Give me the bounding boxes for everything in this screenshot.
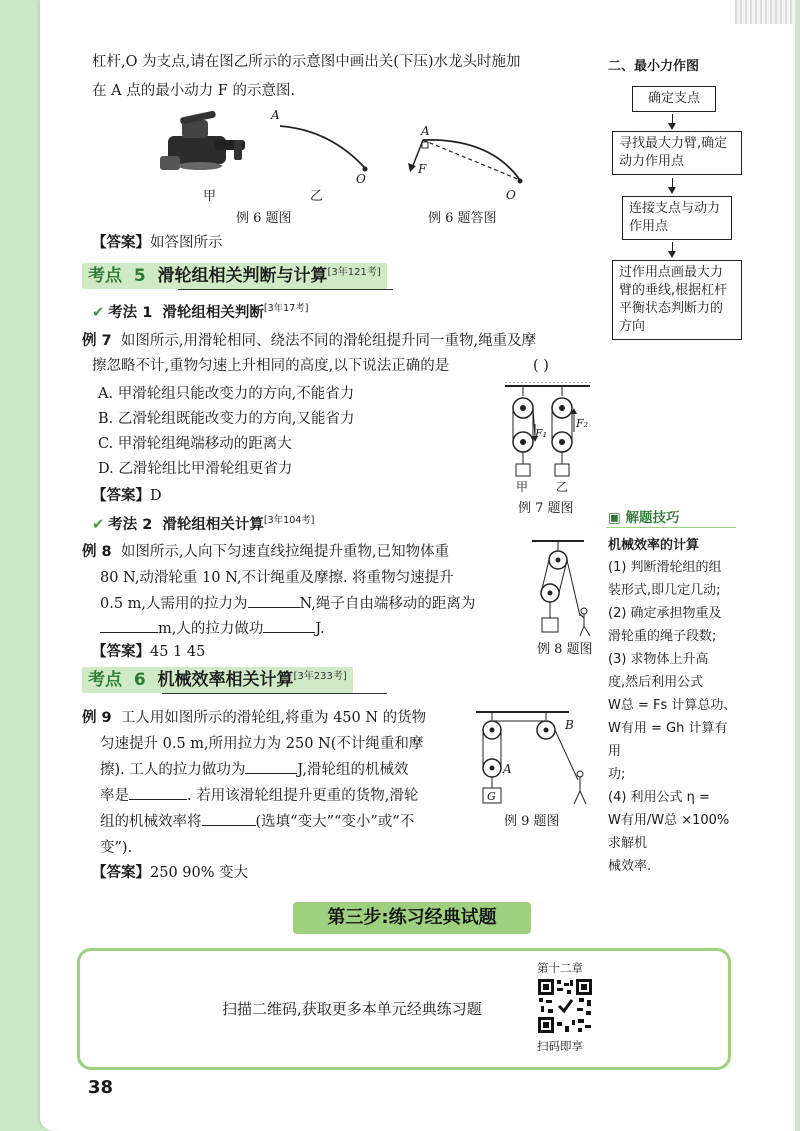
tips-line: (4) 利用公式 η = xyxy=(608,790,710,805)
fig9-label-a: A xyxy=(503,762,512,776)
example7-option-c: C. 甲滑轮组绳端移动的距离大 xyxy=(98,436,292,452)
fill-blank[interactable] xyxy=(263,617,315,633)
example-text: 组的机械效率将 xyxy=(100,814,202,830)
kaodian-tag: [3年121考] xyxy=(327,267,381,278)
tips-line: 械效率. xyxy=(608,859,652,874)
tips-line: (1) 判断滑轮组的组 xyxy=(608,560,722,575)
example7-option-a: A. 甲滑轮组只能改变力的方向,不能省力 xyxy=(98,386,355,402)
kaofa-2-heading xyxy=(92,512,315,534)
tips-body xyxy=(608,556,738,878)
example6-line2: 在 A 点的最小动力 F 的示意图. xyxy=(92,83,296,99)
kaodian-6-underline xyxy=(162,693,387,694)
fig7-label-jia: 甲 xyxy=(516,480,529,494)
example-text: N,绳子自由端移动的距离为 xyxy=(299,596,476,612)
answer-text: 45 1 45 xyxy=(150,644,206,660)
fig6-point-o: O xyxy=(356,172,366,186)
fig6-label-jia: 甲 xyxy=(203,189,217,204)
example-text: (选填“变大”“变小”或“不 xyxy=(255,814,415,830)
tips-line: 度,然后利用公式 xyxy=(608,675,704,690)
example9-answer xyxy=(92,861,248,886)
fig6-answer-force-f: F xyxy=(418,162,427,176)
tips-line: 装形式,即几定几动; xyxy=(608,583,721,598)
kaofa-tag: [3年17考] xyxy=(263,303,309,314)
kaodian-5-heading xyxy=(82,263,387,289)
fill-blank[interactable] xyxy=(248,592,300,608)
tips-title: 机械效率的计算 xyxy=(608,538,700,553)
kaodian-label: 考点 xyxy=(88,670,122,690)
example9-line6: 变”). xyxy=(100,840,133,856)
example9-line5 xyxy=(100,810,500,835)
example-text: 0.5 m,人需用的拉力为 xyxy=(100,596,248,612)
example7-figure xyxy=(505,382,595,487)
example6-figures xyxy=(160,108,540,198)
fill-blank[interactable] xyxy=(100,617,158,633)
lever-diagram-yi xyxy=(280,126,368,172)
faucet-illustration xyxy=(160,110,245,170)
fig9-label-g: G xyxy=(487,790,496,803)
page-corner-decoration xyxy=(735,0,795,24)
tips-line: (3) 求物体上升高 xyxy=(608,652,709,667)
kaodian-label: 考点 xyxy=(88,266,122,286)
kaofa-tag: [3年104考] xyxy=(263,515,315,526)
example-text: J,滑轮组的机械效 xyxy=(297,762,409,778)
example-text: J. xyxy=(315,621,325,637)
kaodian-number: 6 xyxy=(133,670,146,690)
example7-paren: ( ) xyxy=(533,358,549,374)
example8-figure xyxy=(528,538,598,638)
answer-label: 【答案】 xyxy=(92,235,150,251)
fig6-point-a: A xyxy=(271,108,280,122)
flow-step-2: 寻找最大力臂,确定动力作用点 xyxy=(612,131,742,175)
tips-line: W有用 = Gh 计算有用 xyxy=(608,721,728,759)
example-text: 如图所示,用滑轮相同、绕法不同的滑轮组提升同一重物,绳重及摩 xyxy=(120,333,537,349)
tips-header-text: 解题技巧 xyxy=(625,510,680,526)
example7-option-b: B. 乙滑轮组既能改变力的方向,又能省力 xyxy=(98,411,355,427)
qr-chapter-label: 第十二章 xyxy=(537,961,583,975)
example7-answer xyxy=(92,484,162,509)
example9-line1 xyxy=(82,706,482,731)
kaofa-1-heading xyxy=(92,300,308,322)
example-label: 例 8 xyxy=(82,544,112,560)
tips-line: W总 = Fs 计算总功、 xyxy=(608,698,737,713)
qr-scan-label: 扫码即享 xyxy=(537,1039,583,1053)
example7-line2: 擦忽略不计,重物匀速上升相同的高度,以下说法正确的是 xyxy=(92,358,450,374)
fig9-caption: 例 9 题图 xyxy=(504,814,560,829)
kaodian-6-heading xyxy=(82,667,353,693)
fig7-label-yi: 乙 xyxy=(556,480,569,494)
answer-text: 250 90% 变大 xyxy=(150,865,249,881)
fill-blank[interactable] xyxy=(202,810,256,826)
flow-step-3: 连接支点与动力作用点 xyxy=(622,196,732,240)
kaofa-title: 滑轮组相关计算 xyxy=(162,516,264,533)
example-text: . 若用该滑轮组提升更重的货物,滑轮 xyxy=(187,788,419,804)
flow-step-1: 确定支点 xyxy=(632,86,716,112)
qr-code-icon xyxy=(537,978,593,1034)
step3-banner: 第三步:练习经典试题 xyxy=(293,902,531,934)
example6-answer xyxy=(92,231,223,256)
fig7-f1: F₁ xyxy=(535,427,548,440)
example8-line3 xyxy=(100,592,540,617)
flow-arrow-1 xyxy=(672,114,673,128)
example-text: 擦). 工人的拉力做功为 xyxy=(100,762,246,778)
example8-line1 xyxy=(82,540,522,565)
example9-line2: 匀速提升 0.5 m,所用拉力为 250 N(不计绳重和摩 xyxy=(100,736,424,752)
fig7-f2: F₂ xyxy=(576,417,589,430)
fig6-label-yi: 乙 xyxy=(310,189,324,204)
check-icon: ✔ xyxy=(92,304,105,321)
qr-panel-text: 扫描二维码,获取更多本单元经典练习题 xyxy=(222,1000,482,1018)
flow-arrow-3 xyxy=(672,242,673,256)
example8-line2: 80 N,动滑轮重 10 N,不计绳重及摩擦. 将重物匀速提升 xyxy=(100,570,454,586)
tips-line: (2) 确定承担物重及 xyxy=(608,606,722,621)
book-icon: ▣ xyxy=(608,510,621,526)
kaodian-number: 5 xyxy=(133,266,146,286)
answer-text: 如答图所示 xyxy=(150,235,223,251)
tips-line: W有用/W总 ×100% 求解机 xyxy=(608,813,730,851)
kaodian-title: 机械效率相关计算 xyxy=(157,670,294,690)
example9-line3 xyxy=(100,758,500,783)
kaodian-5-underline xyxy=(178,289,393,290)
fig6-answer-point-o: O xyxy=(506,188,516,202)
example8-answer xyxy=(92,640,205,665)
example-label: 例 7 xyxy=(82,333,112,349)
example-text: 率是 xyxy=(100,788,129,804)
example-text: 工人用如图所示的滑轮组,将重为 450 N 的货物 xyxy=(120,710,427,726)
fig8-caption: 例 8 题图 xyxy=(537,642,593,657)
fig7-caption: 例 7 题图 xyxy=(518,501,574,516)
example-text: 如图所示,人向下匀速直线拉绳提升重物,已知物体重 xyxy=(120,544,450,560)
example7-option-d: D. 乙滑轮组比甲滑轮组更省力 xyxy=(98,461,293,477)
kaodian-tag: [3年233考] xyxy=(293,671,347,682)
sidebar-flow-title: 二、最小力作图 xyxy=(608,59,700,74)
tips-line: 功; xyxy=(608,767,626,782)
answer-label: 【答案】 xyxy=(92,865,150,881)
tips-line: 滑轮重的绳子段数; xyxy=(608,629,717,644)
example9-line4 xyxy=(100,784,500,809)
flow-arrow-2 xyxy=(672,178,673,192)
example-label: 例 9 xyxy=(82,710,112,726)
kaofa-title: 滑轮组相关判断 xyxy=(162,304,264,321)
answer-text: D xyxy=(150,488,162,504)
fig6-answer-point-a: A xyxy=(421,124,430,138)
fig9-label-b: B xyxy=(565,718,574,732)
flow-step-4: 过作用点画最大力臂的垂线,根据杠杆平衡状态判断力的方向 xyxy=(612,260,742,340)
fill-blank[interactable] xyxy=(245,758,297,774)
fig6-caption: 例 6 题图 xyxy=(236,211,292,226)
page-number: 38 xyxy=(88,1077,114,1098)
example8-line4 xyxy=(100,617,540,642)
fill-blank[interactable] xyxy=(129,784,187,800)
check-icon: ✔ xyxy=(92,516,105,533)
qr-code[interactable] xyxy=(537,978,593,1034)
answer-label: 【答案】 xyxy=(92,488,150,504)
fig6-answer-caption: 例 6 题答图 xyxy=(428,211,497,226)
kaofa-label: 考法 2 xyxy=(108,516,153,533)
example7-line1 xyxy=(82,329,602,354)
tips-header xyxy=(608,506,679,526)
kaodian-title: 滑轮组相关判断与计算 xyxy=(157,266,328,286)
example6-line1: 杠杆,O 为支点,请在图乙所示的示意图中画出关(下压)水龙头时施加 xyxy=(92,54,521,70)
tips-divider xyxy=(606,527,736,528)
kaofa-label: 考法 1 xyxy=(108,304,153,321)
answer-label: 【答案】 xyxy=(92,644,150,660)
example-text: m,人的拉力做功 xyxy=(158,621,264,637)
